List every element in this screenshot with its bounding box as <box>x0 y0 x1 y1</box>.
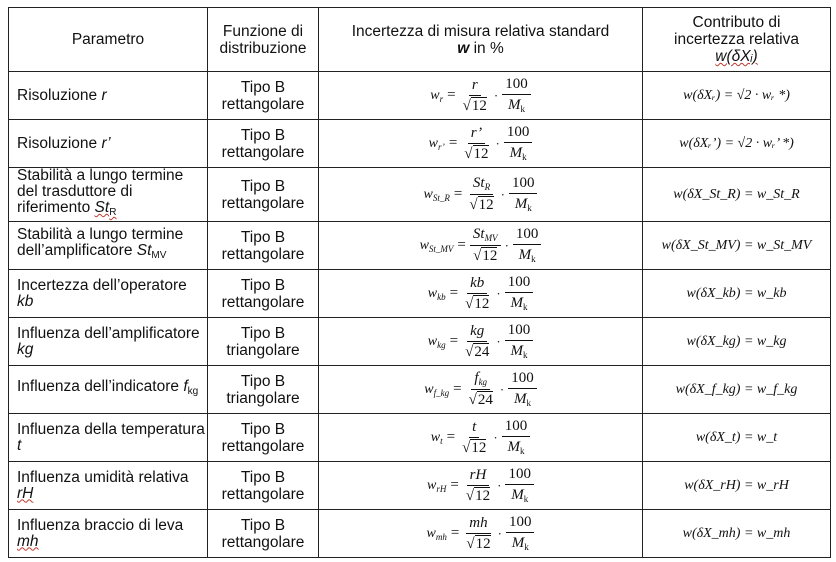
formula-fraction-2 <box>502 77 531 114</box>
formula-den-value: 24 <box>477 392 493 408</box>
formula-numerator <box>470 176 493 195</box>
param-var: mh <box>17 532 39 550</box>
table-row <box>9 366 831 414</box>
header-incertezza-w: w <box>457 39 470 57</box>
formula-lhs-sub: mh <box>435 531 447 542</box>
param-var: f <box>183 378 188 395</box>
formula-mk-var: M <box>509 145 523 161</box>
formula-lhs-w: w <box>423 186 433 202</box>
formula <box>420 227 542 264</box>
formula <box>430 77 530 114</box>
formula-cell <box>319 120 643 168</box>
formula-lhs <box>420 238 454 254</box>
formula-den-value: 12 <box>471 439 487 456</box>
formula-pct: 100 <box>506 515 535 533</box>
contribution-formula: w(δX_t) = w_t <box>695 429 778 445</box>
header-incertezza-line1: Incertezza di misura relativa standard <box>351 22 610 40</box>
sqrt-icon: √ <box>468 392 477 408</box>
table-row <box>9 510 831 558</box>
param-var: kb <box>17 292 34 310</box>
formula-num-var: r <box>471 76 478 93</box>
param-var-sub: MV <box>151 250 167 261</box>
formula-mk-sub: k <box>527 203 532 213</box>
dist-line2: rettangolare <box>221 143 305 161</box>
formula-fraction-2 <box>502 419 531 456</box>
param-var-sub: R <box>109 207 117 218</box>
param-cell <box>9 366 208 414</box>
formula-num-var: t <box>472 418 477 435</box>
formula-equals: = <box>453 381 462 397</box>
distribution-cell <box>208 318 319 366</box>
contribution-formula: w(δX_rH) = w_rH <box>684 477 789 493</box>
formula-lhs-sub: r <box>439 93 444 104</box>
formula-mk-sub: k <box>522 350 528 360</box>
formula-fraction-2 <box>513 227 542 264</box>
contribution-cell <box>643 72 831 120</box>
uncertainty-table <box>8 7 831 558</box>
header-incertezza <box>319 8 643 72</box>
formula-equals: = <box>447 87 456 103</box>
formula-fraction-1 <box>462 324 492 360</box>
header-contributo <box>643 8 831 72</box>
formula-lhs-sub: St_MV <box>428 243 454 254</box>
param-cell <box>9 222 208 270</box>
sqrt-icon: √ <box>466 535 475 552</box>
formula-mk <box>516 245 539 264</box>
formula-mk-sub: k <box>531 254 536 264</box>
formula-mk-var: M <box>510 343 523 359</box>
formula-fraction-2 <box>509 176 538 213</box>
formula-denominator <box>466 390 496 408</box>
formula-lhs <box>428 334 446 350</box>
formula-lhs <box>431 430 443 446</box>
formula-equals: = <box>448 135 458 151</box>
distribution-cell <box>208 462 319 510</box>
dist-line1: Tipo B <box>240 228 286 246</box>
formula-numerator <box>471 371 490 390</box>
dist-line1: Tipo B <box>240 468 286 486</box>
dist-line1: Tipo B <box>240 177 286 195</box>
contribution-cell <box>643 168 831 222</box>
formula-numerator <box>467 276 487 294</box>
formula-denominator <box>460 96 490 114</box>
dist-line1: Tipo B <box>240 324 286 342</box>
header-funzione: Funzione di distribuzione <box>208 8 319 72</box>
formula-lhs-w: w <box>419 237 429 253</box>
contribution-cell <box>643 318 831 366</box>
formula <box>424 176 538 213</box>
formula-mk <box>505 95 528 114</box>
param-cell <box>9 318 208 366</box>
param-text: Influenza umidità relativa <box>17 468 189 486</box>
formula-dot: · <box>493 87 499 103</box>
formula-lhs-w: w <box>426 525 436 541</box>
param-cell <box>9 120 208 168</box>
dist-line1: Tipo B <box>240 516 286 534</box>
param-text: Influenza dell’indicatore <box>17 378 184 395</box>
contribution-cell <box>643 270 831 318</box>
distribution-cell <box>208 168 319 222</box>
formula-cell <box>319 462 643 510</box>
header-contributo-line1: Contributo di <box>692 14 781 31</box>
param-text: Influenza braccio di leva <box>17 516 184 534</box>
distribution-cell <box>208 270 319 318</box>
contribution-formula: w(δX_kb) = w_kb <box>686 285 787 301</box>
formula-equals: = <box>450 525 460 541</box>
formula-den-value: 12 <box>473 145 489 162</box>
formula-dot: · <box>497 477 502 493</box>
formula-lhs <box>430 88 443 104</box>
table-row <box>9 222 831 270</box>
formula-num-sub: MV <box>484 233 498 243</box>
formula-cell <box>319 270 643 318</box>
formula-numerator <box>466 516 490 534</box>
formula-mk <box>504 437 527 456</box>
formula-lhs-sub: kb <box>437 291 446 302</box>
sqrt-icon: √ <box>462 97 471 114</box>
formula-fraction-2 <box>506 515 535 552</box>
formula-num-var: r’ <box>470 124 483 141</box>
formula-pct: 100 <box>505 275 534 293</box>
formula-numerator <box>467 324 487 342</box>
formula-den-value: 12 <box>482 248 498 264</box>
formula-mk-var: M <box>518 247 532 263</box>
formula-lhs-sub: f_kg <box>433 387 450 398</box>
dist-line2: rettangolare <box>221 245 305 263</box>
formula-mk-sub: k <box>526 398 531 408</box>
contribution-cell <box>643 366 831 414</box>
formula-den-value: 12 <box>474 295 490 312</box>
formula-mk-var: M <box>507 97 521 113</box>
contribution-formula: w(δX_St_R) = w_St_R <box>673 186 800 202</box>
formula-fraction-1 <box>462 276 492 312</box>
formula-pct: 100 <box>504 125 533 143</box>
header-contributo-line3: w(δXᵢ) <box>715 48 758 65</box>
formula-num-var: mh <box>469 514 488 531</box>
table-row <box>9 120 831 168</box>
formula <box>428 275 533 312</box>
formula-lhs-w: w <box>427 333 438 349</box>
formula-mk <box>507 293 530 312</box>
formula-mk-var: M <box>507 439 520 455</box>
sqrt-icon: √ <box>465 487 475 504</box>
formula-lhs-w: w <box>427 477 437 493</box>
dist-line2: rettangolare <box>221 533 305 551</box>
formula-lhs <box>424 382 449 398</box>
formula-dot: · <box>499 381 505 397</box>
formula-equals: = <box>450 477 459 493</box>
formula-lhs <box>427 526 447 542</box>
formula-pct: 100 <box>505 467 534 485</box>
formula-dot: · <box>493 429 498 445</box>
formula <box>429 125 533 162</box>
formula-denominator <box>470 246 500 264</box>
formula-denominator <box>466 195 496 213</box>
formula-fraction-2 <box>508 371 537 408</box>
param-text: Stabilità a lungo termine dell’amplificatore <box>17 226 184 259</box>
formula-lhs-w: w <box>430 429 441 445</box>
formula <box>431 419 530 456</box>
table-row <box>9 318 831 366</box>
formula-equals: = <box>446 429 456 445</box>
param-cell <box>9 72 208 120</box>
formula-cell <box>319 318 643 366</box>
formula-mk-var: M <box>510 295 523 311</box>
formula-dot: · <box>504 237 509 253</box>
param-text: Stabilità a lungo termine del trasduttore di riferimento <box>17 167 184 216</box>
formula-denominator <box>463 486 493 504</box>
param-cell <box>9 168 208 222</box>
formula-mk-sub: k <box>519 446 525 456</box>
sqrt-icon: √ <box>473 248 482 264</box>
formula-lhs-sub: t <box>440 435 443 446</box>
formula-cell <box>319 510 643 558</box>
formula-fraction-1 <box>463 468 493 504</box>
distribution-cell <box>208 366 319 414</box>
formula-fraction-2 <box>505 323 534 360</box>
dist-line1: Tipo B <box>240 126 286 144</box>
contribution-formula: w(δX_kg) = w_kg <box>686 333 787 349</box>
formula-equals: = <box>449 333 459 349</box>
formula-mk-sub: k <box>522 302 528 312</box>
formula-num-var: rH <box>469 466 487 483</box>
param-var: rH <box>17 484 34 502</box>
param-cell <box>9 510 208 558</box>
formula-lhs-sub: r’ <box>437 141 445 152</box>
formula-dot: · <box>496 285 501 301</box>
formula-lhs <box>427 478 446 494</box>
sqrt-icon: √ <box>469 197 478 213</box>
param-text: Risoluzione <box>17 86 102 104</box>
formula-dot: · <box>497 525 502 541</box>
header-incertezza-rest: in % <box>469 39 504 57</box>
contribution-cell <box>643 222 831 270</box>
table-row <box>9 270 831 318</box>
formula-num-var: f <box>474 370 479 386</box>
formula-fraction-1 <box>463 516 493 552</box>
distribution-cell <box>208 120 319 168</box>
formula-num-var: St <box>472 175 485 191</box>
formula-lhs <box>429 136 445 152</box>
sqrt-icon: √ <box>465 295 474 312</box>
formula-mk-var: M <box>511 487 524 503</box>
table-row <box>9 414 831 462</box>
contribution-formula: w(δXᵣ) = √2 · wᵣ *) <box>683 87 790 103</box>
formula-cell <box>319 366 643 414</box>
formula-equals: = <box>457 237 466 253</box>
formula-fraction-2 <box>505 275 534 312</box>
formula-denominator <box>461 144 491 162</box>
dist-line1: Tipo B <box>240 78 286 96</box>
formula-cell <box>319 168 643 222</box>
formula-fraction-1 <box>461 126 491 162</box>
param-text: Influenza dell’amplificatore <box>17 324 200 342</box>
dist-line1: Tipo B <box>240 276 286 294</box>
formula-fraction-1 <box>466 371 496 408</box>
formula-num-sub: R <box>484 182 491 192</box>
formula <box>427 515 535 552</box>
formula-cell <box>319 414 643 462</box>
formula-numerator <box>469 420 479 438</box>
sqrt-icon: √ <box>465 343 474 360</box>
formula-numerator <box>467 468 490 486</box>
contribution-formula: w(δX_mh) = w_mh <box>682 525 791 541</box>
dist-line1: Tipo B <box>240 420 286 438</box>
formula-mk <box>507 143 530 162</box>
distribution-cell <box>208 510 319 558</box>
dist-line2: triangolare <box>226 389 300 407</box>
header-parametro: Parametro <box>9 8 208 72</box>
formula-num-var: kg <box>470 322 485 339</box>
formula-mk-sub: k <box>523 494 529 504</box>
formula-dot: · <box>500 186 505 202</box>
formula-mk-sub: k <box>520 104 525 114</box>
formula-mk <box>512 194 535 213</box>
contribution-cell <box>643 414 831 462</box>
param-var: kg <box>17 340 34 358</box>
formula-mk-sub: k <box>522 152 527 162</box>
formula-mk-var: M <box>513 391 527 407</box>
formula-pct: 100 <box>502 77 531 95</box>
formula-lhs-w: w <box>427 285 438 301</box>
contribution-cell <box>643 120 831 168</box>
contribution-formula: w(δX_f_kg) = w_f_kg <box>675 381 798 397</box>
formula-dot: · <box>495 135 500 151</box>
formula-lhs-sub: St_R <box>432 192 450 203</box>
formula-den-value: 24 <box>474 343 490 360</box>
formula-den-value: 12 <box>471 97 487 114</box>
table-row <box>9 72 831 120</box>
formula-pct: 100 <box>502 419 531 437</box>
param-var: t <box>17 436 22 454</box>
formula-den-value: 12 <box>475 535 491 552</box>
header-contributo-line2: incertezza relativa <box>674 31 799 48</box>
formula-mk-sub: k <box>524 542 529 552</box>
contribution-cell <box>643 510 831 558</box>
param-var: r <box>101 86 107 104</box>
contribution-formula: w(δXᵣ’) = √2 · wᵣ’ *) <box>679 135 794 151</box>
formula-pct: 100 <box>505 323 534 341</box>
formula-mk <box>509 533 532 552</box>
formula-lhs-sub: kg <box>437 339 446 350</box>
param-cell <box>9 270 208 318</box>
param-var: St <box>94 199 110 216</box>
header-row <box>9 8 831 72</box>
distribution-cell <box>208 414 319 462</box>
param-cell <box>9 462 208 510</box>
formula-equals: = <box>453 186 463 202</box>
param-var: St <box>136 242 152 259</box>
formula-cell <box>319 72 643 120</box>
dist-line2: rettangolare <box>221 437 305 455</box>
formula-denominator <box>463 534 493 552</box>
formula-pct: 100 <box>509 176 538 194</box>
param-cell <box>9 414 208 462</box>
dist-line2: rettangolare <box>221 95 305 113</box>
param-text: Influenza della temperatura <box>17 420 205 438</box>
formula-num-var: kb <box>470 274 485 291</box>
param-text: Incertezza dell’operatore <box>17 276 187 294</box>
formula-fraction-2 <box>505 467 534 504</box>
param-var-sub: kg <box>187 386 199 397</box>
distribution-cell <box>208 72 319 120</box>
formula-den-value: 12 <box>475 487 491 504</box>
param-text: Risoluzione <box>17 134 102 152</box>
formula-mk <box>511 389 534 408</box>
formula <box>427 467 534 504</box>
formula-denominator <box>462 294 492 312</box>
formula-equals: = <box>449 285 459 301</box>
distribution-cell <box>208 222 319 270</box>
dist-line2: rettangolare <box>221 485 305 503</box>
formula-mk-var: M <box>514 196 528 212</box>
formula-mk-var: M <box>511 535 525 551</box>
formula-num-var: St <box>472 226 485 242</box>
formula-fraction-1 <box>460 78 490 114</box>
formula-numerator <box>470 227 501 246</box>
formula-denominator <box>459 438 489 456</box>
contribution-cell <box>643 462 831 510</box>
sqrt-icon: √ <box>464 145 473 162</box>
table-row <box>9 168 831 222</box>
formula-num-sub: kg <box>478 377 488 387</box>
formula-den-value: 12 <box>478 197 494 213</box>
formula-fraction-1 <box>466 176 496 213</box>
formula-mk <box>508 485 531 504</box>
formula-lhs <box>424 187 450 203</box>
dist-line2: rettangolare <box>221 194 305 212</box>
formula-lhs-w: w <box>424 381 434 397</box>
formula-fraction-1 <box>459 420 489 456</box>
formula-mk <box>507 341 530 360</box>
formula-cell <box>319 222 643 270</box>
dist-line2: rettangolare <box>221 293 305 311</box>
table-row <box>9 462 831 510</box>
dist-line2: triangolare <box>226 341 300 359</box>
formula-lhs-w: w <box>428 135 438 151</box>
formula-pct: 100 <box>513 227 542 245</box>
formula-pct: 100 <box>508 371 537 389</box>
formula-numerator <box>468 126 485 144</box>
formula <box>428 323 533 360</box>
formula-fraction-1 <box>470 227 501 264</box>
formula-fraction-2 <box>504 125 533 162</box>
sqrt-icon: √ <box>462 439 471 456</box>
dist-line1: Tipo B <box>240 372 286 390</box>
formula-lhs <box>428 286 446 302</box>
formula-lhs-w: w <box>430 87 440 103</box>
formula-lhs-sub: rH <box>436 483 447 494</box>
contribution-formula: w(δX_St_MV) = w_St_MV <box>661 237 812 253</box>
formula-dot: · <box>496 333 501 349</box>
formula <box>424 371 536 408</box>
formula-numerator <box>469 78 481 96</box>
formula-denominator <box>462 342 492 360</box>
param-var: r’ <box>101 134 111 152</box>
